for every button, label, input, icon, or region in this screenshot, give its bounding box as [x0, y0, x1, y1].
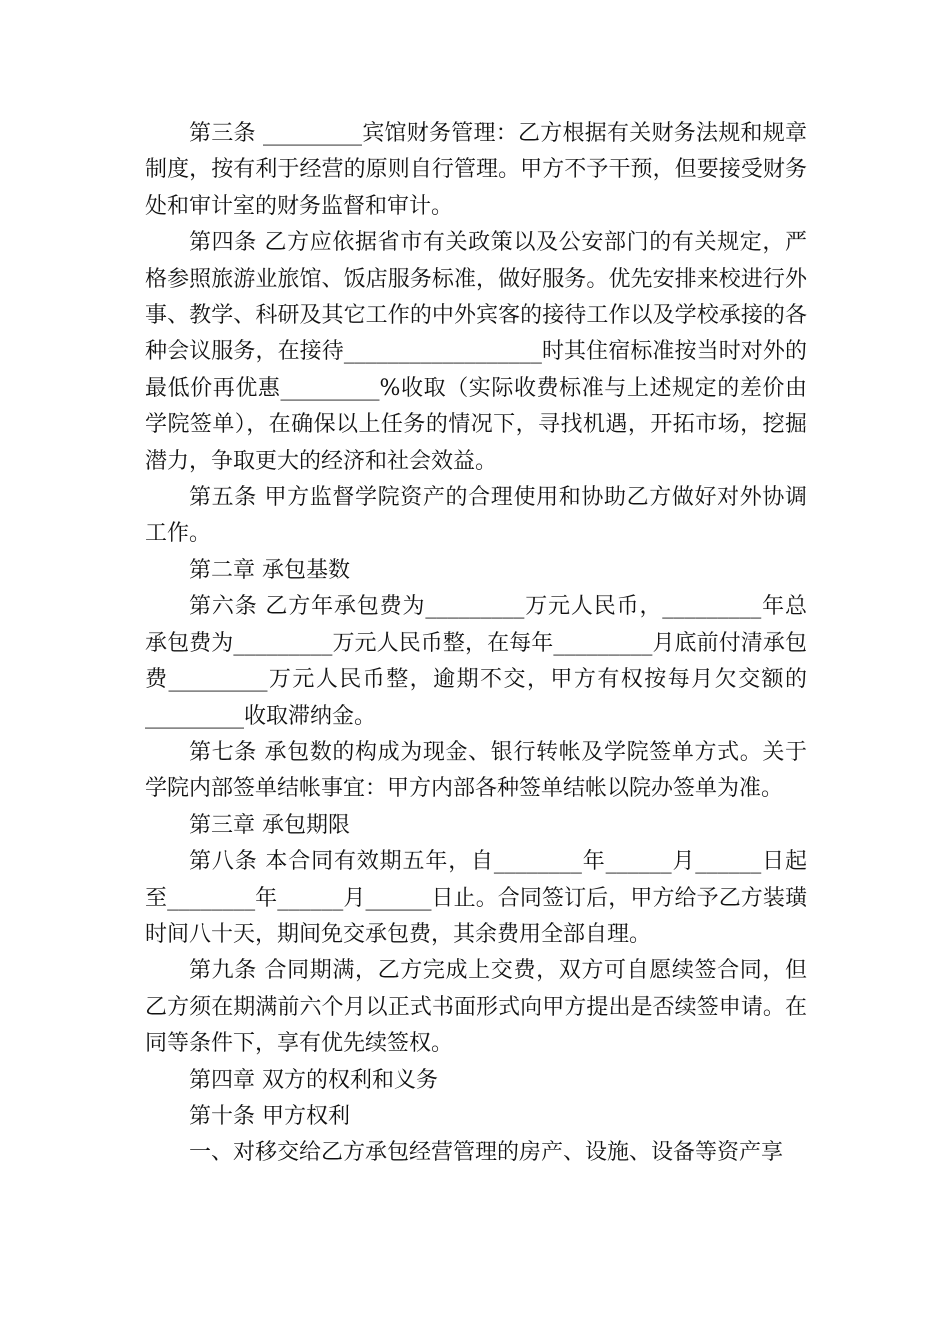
article-3-paragraph: 第三条 _________宾馆财务管理：乙方根据有关财务法规和规章制度，按有利于经营的原则自行管理。甲方不予干预，但要接受财务处和审计室的财务监督和审计。: [145, 121, 807, 219]
article-4-paragraph: 第四条 乙方应依据省市有关政策以及公安部门的有关规定，严格参照旅游业旅馆、饭店服务标准，做好服务。优先安排来校进行外事、教学、科研及其它工作的中外宾客的接待工作以及学校承接的各种会议服务，在接待__________________时其住宿标准按当时对外的最低价再优惠_________%收取（实际收费标准与上述规定的差价由学院签单），在确保以上任务的情况下，寻找机遇，开拓市场，挖掘潜力，争取更大的经济和社会效益。: [145, 230, 807, 474]
chapter-3-heading: 第三章 承包期限: [189, 812, 350, 838]
article-10-item-1: 一、对移交给乙方承包经营管理的房产、设施、设备等资产享: [189, 1140, 784, 1166]
article-9-paragraph: 第九条 合同期满，乙方完成上交费，双方可自愿续签合同，但乙方须在期满前六个月以正式书面形式向甲方提出是否续签申请。在同等条件下，享有优先续签权。: [145, 958, 807, 1057]
article-7-paragraph: 第七条 承包数的构成为现金、银行转帐及学院签单方式。关于学院内部签单结帐事宜：甲方内部各种签单结帐以院办签单为准。: [145, 739, 807, 802]
article-6-paragraph: 第六条 乙方年承包费为_________万元人民币，_________年总承包费为_________万元人民币整，在每年_________月底前付清承包费_________万元人民币整，逾期不交，甲方有权按每月欠交额的_________收取滞纳金。: [145, 594, 807, 729]
article-8-paragraph: 第八条 本合同有效期五年，自________年______月______日起至________年______月______日止。合同签订后，甲方给予乙方装璜时间八十天，期间免交承包费，其余费用全部自理。: [145, 849, 807, 947]
article-10-heading: 第十条 甲方权利: [189, 1103, 350, 1129]
chapter-2-heading: 第二章 承包基数: [189, 557, 350, 583]
article-5-paragraph: 第五条 甲方监督学院资产的合理使用和协助乙方做好对外协调工作。: [145, 485, 807, 547]
chapter-4-heading: 第四章 双方的权利和义务: [189, 1067, 438, 1093]
document-page: [145, 116, 807, 1172]
